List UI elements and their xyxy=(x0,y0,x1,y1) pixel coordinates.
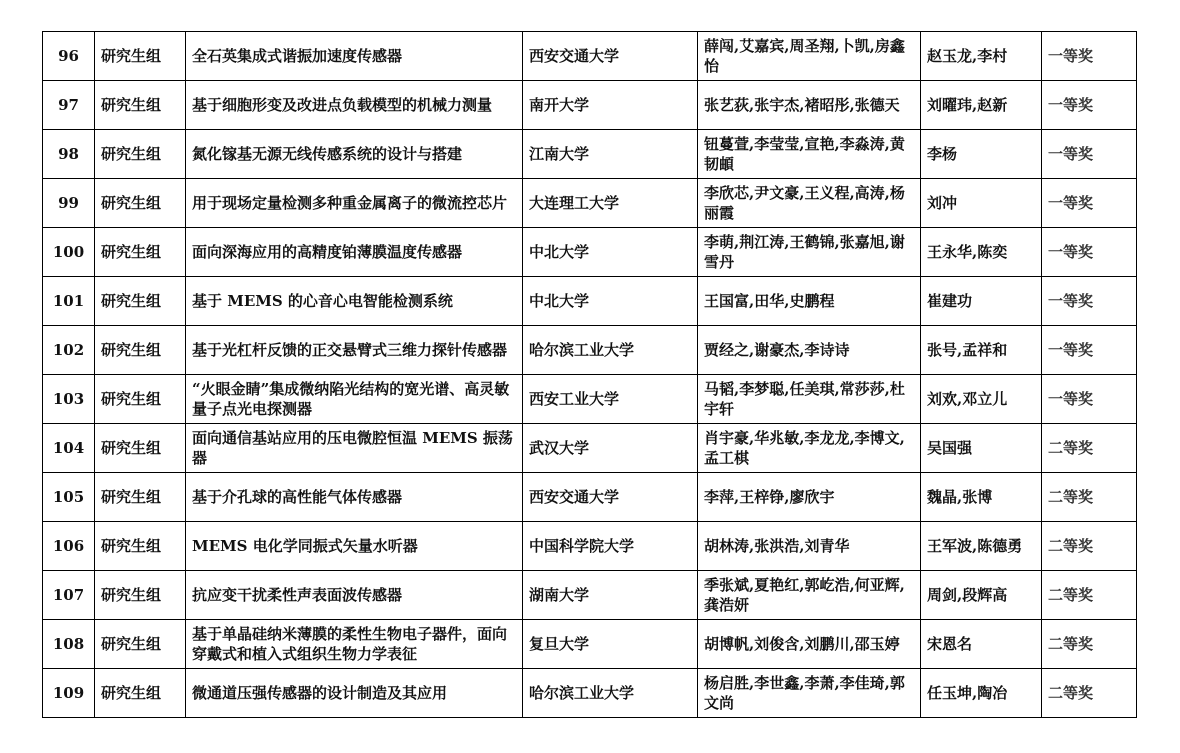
cell-number xyxy=(43,473,95,522)
cell-project-title-text: 全石英集成式谐振加速度传感器 xyxy=(192,47,403,65)
cell-group-text: 研究生组 xyxy=(101,47,162,65)
table-row xyxy=(43,32,1137,81)
cell-students xyxy=(698,571,921,620)
cell-project-title-text: 基于光杠杆反馈的正交悬臂式三维力探针传感器 xyxy=(192,341,508,359)
cell-school-text: 西安交通大学 xyxy=(529,47,620,65)
cell-award-text: 一等奖 xyxy=(1048,47,1094,65)
cell-project-title xyxy=(186,32,523,81)
cell-advisors-text: 周剑,段辉高 xyxy=(927,586,1008,604)
cell-group-text: 研究生组 xyxy=(101,243,162,261)
awards-table-body xyxy=(43,32,1137,718)
cell-award xyxy=(1042,81,1137,130)
cell-school-text: 哈尔滨工业大学 xyxy=(529,341,635,359)
cell-group xyxy=(95,179,186,228)
cell-advisors xyxy=(921,326,1042,375)
cell-group-text: 研究生组 xyxy=(101,292,162,310)
cell-number-text: 105 xyxy=(52,488,85,506)
cell-award xyxy=(1042,130,1137,179)
cell-students xyxy=(698,32,921,81)
cell-group xyxy=(95,473,186,522)
cell-award xyxy=(1042,179,1137,228)
table-row xyxy=(43,130,1137,179)
cell-project-title xyxy=(186,228,523,277)
cell-award xyxy=(1042,277,1137,326)
cell-advisors xyxy=(921,473,1042,522)
cell-students-text: 季张斌,夏艳红,郭屹浩,何亚辉,龚浩妍 xyxy=(704,576,905,614)
cell-group-text: 研究生组 xyxy=(101,586,162,604)
table-row xyxy=(43,522,1137,571)
table-row xyxy=(43,228,1137,277)
cell-group xyxy=(95,81,186,130)
cell-group xyxy=(95,375,186,424)
cell-students-text: 贾经之,谢豪杰,李诗诗 xyxy=(704,341,850,359)
cell-school xyxy=(523,277,698,326)
cell-award-text: 一等奖 xyxy=(1048,145,1094,163)
cell-award xyxy=(1042,375,1137,424)
cell-school xyxy=(523,571,698,620)
cell-students-text: 肖宇豪,华兆敏,李龙龙,李博文,孟工棋 xyxy=(704,429,905,467)
cell-school xyxy=(523,326,698,375)
cell-group-text: 研究生组 xyxy=(101,537,162,555)
table-row xyxy=(43,375,1137,424)
cell-school-text: 武汉大学 xyxy=(529,439,590,457)
cell-students-text: 胡林涛,张洪浩,刘青华 xyxy=(704,537,850,555)
cell-award xyxy=(1042,473,1137,522)
cell-project-title-text: 基于介孔球的高性能气体传感器 xyxy=(192,488,403,506)
cell-advisors-text: 崔建功 xyxy=(927,292,973,310)
cell-group-text: 研究生组 xyxy=(101,341,162,359)
cell-students-text: 王国富,田华,史鹏程 xyxy=(704,292,835,310)
cell-project-title xyxy=(186,375,523,424)
cell-award xyxy=(1042,571,1137,620)
cell-project-title xyxy=(186,424,523,473)
cell-group xyxy=(95,669,186,718)
table-row xyxy=(43,669,1137,718)
cell-project-title xyxy=(186,620,523,669)
cell-project-title-text: 抗应变干扰柔性声表面波传感器 xyxy=(192,586,403,604)
cell-project-title-text: 微通道压强传感器的设计制造及其应用 xyxy=(192,684,448,702)
cell-number xyxy=(43,571,95,620)
table-row xyxy=(43,179,1137,228)
cell-school xyxy=(523,375,698,424)
cell-number-text: 103 xyxy=(52,390,85,408)
cell-project-title xyxy=(186,81,523,130)
cell-advisors xyxy=(921,277,1042,326)
cell-award-text: 二等奖 xyxy=(1048,684,1094,702)
cell-project-title-text: “火眼金睛”集成微纳陷光结构的宽光谱、高灵敏量子点光电探测器 xyxy=(192,380,510,418)
cell-advisors-text: 王军波,陈德勇 xyxy=(927,537,1023,555)
cell-number-text: 101 xyxy=(52,292,85,310)
cell-project-title-text: 面向通信基站应用的压电微腔恒温 MEMS 振荡器 xyxy=(192,429,513,467)
cell-number-text: 97 xyxy=(58,96,79,114)
cell-project-title-text: 基于单晶硅纳米薄膜的柔性生物电子器件，面向穿戴式和植入式组织生物力学表征 xyxy=(192,625,508,663)
cell-group-text: 研究生组 xyxy=(101,390,162,408)
cell-school xyxy=(523,620,698,669)
cell-students xyxy=(698,326,921,375)
cell-students xyxy=(698,669,921,718)
cell-number xyxy=(43,522,95,571)
cell-students xyxy=(698,522,921,571)
cell-advisors xyxy=(921,375,1042,424)
cell-students-text: 钮蔓萱,李莹莹,宣艳,李淼涛,黄韧頔 xyxy=(704,135,905,173)
cell-number xyxy=(43,424,95,473)
cell-advisors-text: 任玉坤,陶冶 xyxy=(927,684,1008,702)
cell-project-title-text: 基于细胞形变及改进点负载模型的机械力测量 xyxy=(192,96,493,114)
cell-school xyxy=(523,179,698,228)
cell-group-text: 研究生组 xyxy=(101,194,162,212)
cell-group-text: 研究生组 xyxy=(101,439,162,457)
cell-award xyxy=(1042,669,1137,718)
cell-number xyxy=(43,81,95,130)
cell-school xyxy=(523,473,698,522)
cell-award-text: 二等奖 xyxy=(1048,488,1094,506)
cell-students xyxy=(698,228,921,277)
cell-award-text: 一等奖 xyxy=(1048,194,1094,212)
cell-award-text: 一等奖 xyxy=(1048,96,1094,114)
cell-project-title xyxy=(186,571,523,620)
cell-advisors xyxy=(921,424,1042,473)
table-row xyxy=(43,81,1137,130)
cell-group xyxy=(95,571,186,620)
cell-students-text: 杨启胜,李世鑫,李萧,李佳琦,郭文尚 xyxy=(704,674,905,712)
cell-award-text: 二等奖 xyxy=(1048,635,1094,653)
table-row xyxy=(43,473,1137,522)
cell-advisors-text: 张号,孟祥和 xyxy=(927,341,1008,359)
cell-number xyxy=(43,32,95,81)
cell-school-text: 西安工业大学 xyxy=(529,390,620,408)
cell-students xyxy=(698,375,921,424)
cell-advisors-text: 李杨 xyxy=(927,145,958,163)
cell-group-text: 研究生组 xyxy=(101,635,162,653)
cell-students xyxy=(698,130,921,179)
cell-students xyxy=(698,179,921,228)
cell-school-text: 中国科学院大学 xyxy=(529,537,635,555)
cell-project-title-text: 用于现场定量检测多种重金属离子的微流控芯片 xyxy=(192,194,508,212)
cell-advisors xyxy=(921,179,1042,228)
cell-advisors xyxy=(921,130,1042,179)
cell-award-text: 一等奖 xyxy=(1048,243,1094,261)
cell-advisors-text: 宋恩名 xyxy=(927,635,973,653)
cell-award-text: 二等奖 xyxy=(1048,586,1094,604)
cell-project-title xyxy=(186,669,523,718)
cell-group xyxy=(95,130,186,179)
cell-group xyxy=(95,277,186,326)
cell-group-text: 研究生组 xyxy=(101,145,162,163)
cell-school xyxy=(523,522,698,571)
cell-group xyxy=(95,424,186,473)
cell-students-text: 胡博帆,刘俊含,刘鹏川,邵玉婷 xyxy=(704,635,900,653)
cell-award-text: 二等奖 xyxy=(1048,439,1094,457)
cell-award xyxy=(1042,522,1137,571)
cell-advisors xyxy=(921,228,1042,277)
cell-school xyxy=(523,130,698,179)
cell-students xyxy=(698,473,921,522)
cell-students-text: 李萌,荆江涛,王鹤锦,张嘉旭,谢雪丹 xyxy=(704,233,905,271)
table-row xyxy=(43,326,1137,375)
cell-students xyxy=(698,424,921,473)
cell-number-text: 108 xyxy=(52,635,85,653)
cell-school xyxy=(523,32,698,81)
cell-project-title xyxy=(186,522,523,571)
cell-project-title xyxy=(186,130,523,179)
cell-award-text: 二等奖 xyxy=(1048,537,1094,555)
cell-students xyxy=(698,81,921,130)
cell-students xyxy=(698,620,921,669)
cell-group xyxy=(95,326,186,375)
cell-number xyxy=(43,326,95,375)
cell-number xyxy=(43,669,95,718)
awards-table xyxy=(42,31,1137,718)
cell-school-text: 中北大学 xyxy=(529,243,590,261)
cell-project-title-text: 氮化镓基无源无线传感系统的设计与搭建 xyxy=(192,145,463,163)
cell-school-text: 南开大学 xyxy=(529,96,590,114)
cell-number-text: 98 xyxy=(58,145,79,163)
cell-award-text: 一等奖 xyxy=(1048,341,1094,359)
cell-number-text: 100 xyxy=(52,243,85,261)
cell-number-text: 106 xyxy=(52,537,85,555)
cell-advisors xyxy=(921,669,1042,718)
cell-group xyxy=(95,522,186,571)
cell-group-text: 研究生组 xyxy=(101,684,162,702)
cell-school-text: 哈尔滨工业大学 xyxy=(529,684,635,702)
cell-number-text: 102 xyxy=(52,341,85,359)
cell-award xyxy=(1042,424,1137,473)
cell-students-text: 马韬,李梦聪,任美琪,常莎莎,杜宇轩 xyxy=(704,380,905,418)
cell-advisors xyxy=(921,571,1042,620)
cell-project-title-text: 面向深海应用的高精度铂薄膜温度传感器 xyxy=(192,243,463,261)
cell-group xyxy=(95,32,186,81)
table-row xyxy=(43,424,1137,473)
cell-number xyxy=(43,228,95,277)
cell-advisors xyxy=(921,32,1042,81)
cell-school xyxy=(523,228,698,277)
cell-advisors-text: 王永华,陈奕 xyxy=(927,243,1008,261)
cell-number-text: 96 xyxy=(58,47,79,65)
cell-award-text: 一等奖 xyxy=(1048,292,1094,310)
cell-award xyxy=(1042,326,1137,375)
cell-number-text: 107 xyxy=(52,586,85,604)
cell-school-text: 复旦大学 xyxy=(529,635,590,653)
cell-number-text: 104 xyxy=(52,439,85,457)
cell-school-text: 江南大学 xyxy=(529,145,590,163)
cell-students-text: 张艺荻,张宇杰,褚昭彤,张德天 xyxy=(704,96,900,114)
table-row xyxy=(43,571,1137,620)
cell-project-title-text: 基于 MEMS 的心音心电智能检测系统 xyxy=(192,292,453,310)
cell-school xyxy=(523,424,698,473)
cell-students-text: 李欣芯,尹文豪,王义程,高涛,杨丽霞 xyxy=(704,184,905,222)
cell-project-title xyxy=(186,326,523,375)
cell-project-title-text: MEMS 电化学同振式矢量水听器 xyxy=(192,537,418,555)
cell-group-text: 研究生组 xyxy=(101,488,162,506)
cell-advisors-text: 刘冲 xyxy=(927,194,958,212)
cell-group xyxy=(95,228,186,277)
cell-project-title xyxy=(186,277,523,326)
cell-school-text: 湖南大学 xyxy=(529,586,590,604)
cell-advisors-text: 赵玉龙,李村 xyxy=(927,47,1008,65)
cell-award-text: 一等奖 xyxy=(1048,390,1094,408)
cell-students xyxy=(698,277,921,326)
cell-number xyxy=(43,375,95,424)
cell-school-text: 西安交通大学 xyxy=(529,488,620,506)
cell-students-text: 薛闯,艾嘉宾,周圣翔,卜凯,房鑫怡 xyxy=(704,37,905,75)
cell-advisors xyxy=(921,81,1042,130)
cell-group-text: 研究生组 xyxy=(101,96,162,114)
cell-award xyxy=(1042,228,1137,277)
cell-award xyxy=(1042,620,1137,669)
table-row xyxy=(43,620,1137,669)
cell-advisors-text: 吴国强 xyxy=(927,439,973,457)
awards-table-container xyxy=(42,31,1136,718)
cell-advisors-text: 刘曜玮,赵新 xyxy=(927,96,1008,114)
cell-number xyxy=(43,130,95,179)
table-row xyxy=(43,277,1137,326)
cell-advisors xyxy=(921,620,1042,669)
cell-number-text: 109 xyxy=(52,684,85,702)
cell-number xyxy=(43,620,95,669)
cell-advisors-text: 魏晶,张博 xyxy=(927,488,993,506)
cell-group xyxy=(95,620,186,669)
cell-school-text: 中北大学 xyxy=(529,292,590,310)
cell-award xyxy=(1042,32,1137,81)
cell-school xyxy=(523,669,698,718)
cell-school-text: 大连理工大学 xyxy=(529,194,620,212)
cell-students-text: 李萍,王梓铮,廖欣宇 xyxy=(704,488,835,506)
cell-number xyxy=(43,277,95,326)
cell-number-text: 99 xyxy=(58,194,79,212)
cell-number xyxy=(43,179,95,228)
cell-school xyxy=(523,81,698,130)
cell-project-title xyxy=(186,179,523,228)
cell-advisors-text: 刘欢,邓立儿 xyxy=(927,390,1008,408)
cell-advisors xyxy=(921,522,1042,571)
cell-project-title xyxy=(186,473,523,522)
